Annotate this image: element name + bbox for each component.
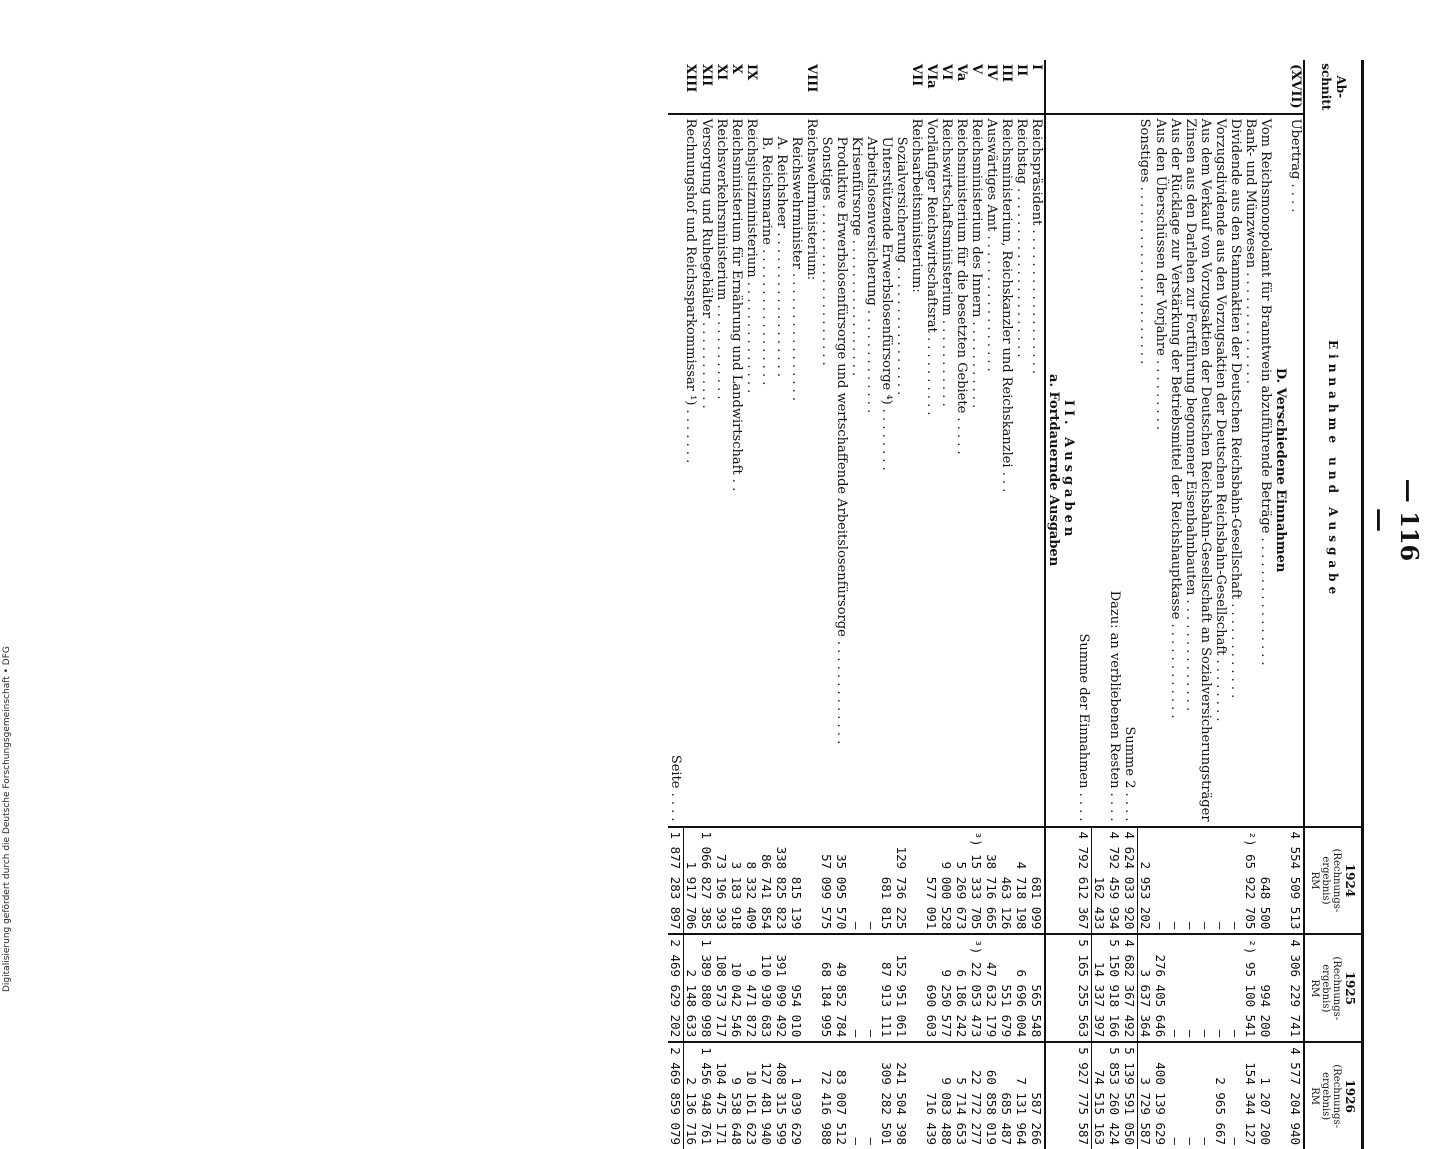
table-row <box>1153 60 1168 1149</box>
section-cell <box>1076 60 1092 114</box>
value-1924-cell: ²) 65 922 705 <box>1243 827 1258 935</box>
value-1926-cell: 127 481 940 <box>759 1042 774 1149</box>
label-cell: B. Reichsmarine . . . . . . . . . . . . . . . . . <box>759 136 774 386</box>
value-1926-cell: 1 456 948 761 <box>699 1042 714 1149</box>
section-cell: VIa <box>924 60 939 114</box>
table-row <box>864 60 879 1149</box>
section-cell <box>1153 60 1168 114</box>
label-cell: Summe 2 . . . . <box>1122 726 1137 822</box>
label-cell: Reichswehrminister . . . . . . . . . . . . . . . . <box>789 136 804 402</box>
value-1924-cell: — <box>1183 827 1198 935</box>
label-cell: Rechnungshof und Reichssparkommissar ¹) . . . . . . . <box>683 118 699 464</box>
value-1925-cell: 690 603 <box>924 934 939 1042</box>
value-1924-cell: 4 792 612 367 <box>1076 827 1092 935</box>
label-cell: Reichswehrministerium: <box>804 118 819 281</box>
value-1926-cell: 74 515 163 <box>1092 1042 1108 1149</box>
label-cell: Vom Reichsmonopolamt für Branntwein abzuführende Beträge . . . . . . . . . . . . . . . . <box>1258 118 1273 666</box>
table-row <box>1107 60 1122 1149</box>
section-cell <box>759 60 774 114</box>
label-cell: Unterstützende Erwerbslosenfürsorge ⁴) . . . . . . . . <box>879 136 894 471</box>
table-body <box>668 60 1304 1149</box>
year-sub: (Rechnungs-ergebnis) <box>1320 848 1342 913</box>
value-1925-cell: 5 165 255 563 <box>1076 934 1092 1042</box>
value-1925-cell: 1 389 880 998 <box>699 934 714 1042</box>
value-1924-cell: 86 741 854 <box>759 827 774 935</box>
value-1925-cell: 954 010 <box>789 934 804 1042</box>
table-row <box>924 60 939 1149</box>
table-row <box>969 60 984 1149</box>
value-1926-cell: — <box>1198 1042 1213 1149</box>
table-row <box>1258 60 1273 1149</box>
label-cell <box>1092 114 1108 827</box>
value-1924-cell <box>804 827 819 935</box>
value-1924-cell: — <box>1153 827 1168 935</box>
value-1925-cell: — <box>1228 934 1243 1042</box>
table-row <box>729 60 744 1149</box>
table-row <box>1168 60 1183 1149</box>
section-cell: IV <box>984 60 999 114</box>
label-cell: Reichsministerium des Innern . . . . . . . . . . . <box>969 118 984 409</box>
section-cell: (XVII) <box>1288 60 1304 114</box>
value-1926-cell: 22 772 277 <box>969 1042 984 1149</box>
table-header-row <box>1304 60 1363 1149</box>
value-1926-cell: 1 207 200 <box>1258 1042 1273 1149</box>
table-row <box>668 60 684 1149</box>
value-1926-cell: — <box>1183 1042 1198 1149</box>
value-1926-cell: 685 487 <box>999 1042 1014 1149</box>
value-1926-cell: 5 927 775 587 <box>1076 1042 1092 1149</box>
value-1925-cell: — <box>1168 934 1183 1042</box>
value-1924-cell: 577 091 <box>924 827 939 935</box>
section-cell <box>1107 60 1122 114</box>
value-1925-cell <box>804 934 819 1042</box>
year-label: 1924 <box>1343 863 1357 898</box>
value-1924-cell: — <box>849 827 864 935</box>
value-1925-cell: 2 469 629 202 <box>668 934 684 1042</box>
value-1925-cell: — <box>1183 934 1198 1042</box>
section-cell <box>1243 60 1258 114</box>
value-1926-cell <box>804 1042 819 1149</box>
value-1925-cell: 152 951 061 <box>894 934 909 1042</box>
value-1926-cell: 2 469 859 079 <box>668 1042 684 1149</box>
value-1926-cell: 4 577 204 940 <box>1288 1042 1304 1149</box>
value-1926-cell: 83 007 512 <box>834 1042 849 1149</box>
section-cell <box>834 60 849 114</box>
table-row <box>1138 60 1154 1149</box>
label-cell: Aus dem Verkauf von Vorzugsaktien der Deutschen Reichsbahn-Gesellschaft an Sozialversicherungsträger <box>1198 118 1213 822</box>
header-section: Ab-schnitt <box>1304 60 1363 114</box>
value-1925-cell: ²) 95 100 541 <box>1243 934 1258 1042</box>
value-1926-cell: 1 039 629 <box>789 1042 804 1149</box>
value-1926-cell: 716 439 <box>924 1042 939 1149</box>
value-1924-cell <box>1045 827 1061 935</box>
value-1924-cell: 129 736 225 <box>894 827 909 935</box>
year-sub: (Rechnungs-ergebnis) <box>1320 956 1342 1021</box>
section-cell <box>1122 60 1138 114</box>
value-1926-cell: 241 504 398 <box>894 1042 909 1149</box>
label-cell: D. Verschiedene Einnahmen <box>1273 367 1288 573</box>
value-1925-cell <box>1273 934 1288 1042</box>
table-row <box>1228 60 1243 1149</box>
value-1924-cell: 815 139 <box>789 827 804 935</box>
table-row <box>1029 60 1045 1149</box>
table-row <box>789 60 804 1149</box>
table-row <box>819 60 834 1149</box>
label-cell: Sonstiges . . . . . . . . . . . . . . . . . . . . <box>819 136 834 366</box>
value-1925-cell: 551 679 <box>999 934 1014 1042</box>
value-1924-cell: 1 066 827 385 <box>699 827 714 935</box>
section-cell <box>864 60 879 114</box>
value-1924-cell: 648 500 <box>1258 827 1273 935</box>
value-1924-cell: 1 877 283 897 <box>668 827 684 935</box>
section-cell <box>1228 60 1243 114</box>
table-row <box>894 60 909 1149</box>
section-cell: VII <box>909 60 924 114</box>
value-1925-cell: 6 186 242 <box>954 934 969 1042</box>
value-1926-cell: 60 858 019 <box>984 1042 999 1149</box>
section-cell: IX <box>744 60 759 114</box>
value-1924-cell: 681 815 <box>879 827 894 935</box>
section-cell: I <box>1029 60 1045 114</box>
year-label: 1925 <box>1343 971 1357 1006</box>
value-1925-cell <box>909 934 924 1042</box>
value-1926-cell: 2 965 667 <box>1213 1042 1228 1149</box>
label-cell: Reichsjustizministerium . . . . . . . . . . . . . . <box>744 118 759 394</box>
value-1924-cell: 35 095 570 <box>834 827 849 935</box>
dfg-footer-text: Digitalisierung gefördert durch die Deutsche Forschungsgemeinschaft • DFG <box>2 646 12 992</box>
section-cell <box>849 60 864 114</box>
value-1925-cell: 10 042 546 <box>729 934 744 1042</box>
table-row <box>1122 60 1138 1149</box>
value-1924-cell: 57 099 575 <box>819 827 834 935</box>
value-1924-cell: 162 433 <box>1092 827 1108 935</box>
label-cell: a. Fortdauernde Ausgaben <box>1046 374 1061 567</box>
label-cell: Reichsministerium für Ernährung und Landwirtschaft . . <box>729 118 744 492</box>
label-cell: Vorzugsdividende aus den Vorzugsaktien der Deutschen Reichsbahn-Gesellschaft . . . . . . . . <box>1213 118 1228 722</box>
value-1924-cell: 338 825 823 <box>774 827 789 935</box>
section-cell: VI <box>939 60 954 114</box>
value-1926-cell: 72 416 988 <box>819 1042 834 1149</box>
value-1925-cell: 4 682 367 492 <box>1122 934 1138 1042</box>
table-row <box>699 60 714 1149</box>
label-cell: Reichsarbeitsministerium: <box>909 118 924 293</box>
section-cell: V <box>969 60 984 114</box>
value-1926-cell: — <box>1168 1042 1183 1149</box>
table-row <box>1213 60 1228 1149</box>
label-cell: Sozialversicherung . . . . . . . . . . . . . . . . <box>894 136 909 396</box>
value-1926-cell: — <box>864 1042 879 1149</box>
value-1924-cell: — <box>1228 827 1243 935</box>
section-cell <box>668 60 684 114</box>
value-1924-cell: 463 126 <box>999 827 1014 935</box>
label-cell: Aus den Überschüssen der Vorjahre . . . . . . . . . <box>1153 118 1168 431</box>
value-1926-cell: 400 139 629 <box>1153 1042 1168 1149</box>
label-cell: Bank- und Münzwesen . . . . . . . . . . . . . . <box>1243 118 1258 384</box>
year-unit: RM <box>1309 979 1320 998</box>
table-row <box>1183 60 1198 1149</box>
value-1924-cell: 1 917 706 <box>684 827 700 935</box>
value-1926-cell <box>909 1042 924 1149</box>
table-row <box>774 60 789 1149</box>
table-row <box>1092 60 1108 1149</box>
value-1924-cell: 3 183 918 <box>729 827 744 935</box>
section-cell <box>774 60 789 114</box>
value-1924-cell: 4 554 509 513 <box>1288 827 1304 935</box>
table-row <box>1061 60 1076 1149</box>
table-row <box>1288 60 1304 1149</box>
value-1924-cell: 38 716 665 <box>984 827 999 935</box>
year-sub: (Rechnungs-ergebnis) <box>1320 1064 1342 1128</box>
value-1925-cell: 47 632 179 <box>984 934 999 1042</box>
value-1926-cell: 3 729 587 <box>1138 1042 1154 1149</box>
label-cell: Aus der Rücklage zur Verstärkung der Betriebsmittel der Reichshauptkasse . . . . . . . . . . . . <box>1168 118 1183 719</box>
label-cell: A. Reichsheer . . . . . . . . . . . . . . . . . . <box>774 136 789 377</box>
table-row <box>1014 60 1029 1149</box>
table-row <box>879 60 894 1149</box>
table-row <box>804 60 819 1149</box>
value-1925-cell: 3 637 364 <box>1138 934 1154 1042</box>
table-row <box>1243 60 1258 1149</box>
value-1926-cell: 104 475 171 <box>714 1042 729 1149</box>
value-1924-cell: 4 792 459 934 <box>1107 827 1122 935</box>
year-label: 1926 <box>1343 1079 1357 1113</box>
section-cell <box>1045 60 1061 114</box>
value-1924-cell: 4 624 033 920 <box>1122 827 1138 935</box>
section-cell: III <box>999 60 1014 114</box>
budget-table <box>668 60 1364 1149</box>
section-cell <box>789 60 804 114</box>
value-1925-cell: 391 099 492 <box>774 934 789 1042</box>
value-1924-cell <box>1061 827 1076 935</box>
label-cell: Produktive Erwerbslosenfürsorge und wertschaffende Arbeitslosenfürsorge . . . . . . . . . . . . . <box>834 136 849 745</box>
label-cell: Vorläufiger Reichswirtschaftsrat . . . . . . . . . . <box>924 118 939 416</box>
section-cell <box>879 60 894 114</box>
table-row <box>939 60 954 1149</box>
value-1925-cell: 5 150 918 166 <box>1107 934 1122 1042</box>
label-cell: Sonstiges . . . . . . . . . . . . . . . . . . . . . . <box>1137 118 1153 365</box>
value-1925-cell: 9 471 872 <box>744 934 759 1042</box>
dfg-footer-note <box>2 646 14 1004</box>
table-row <box>909 60 924 1149</box>
value-1925-cell: 49 852 784 <box>834 934 849 1042</box>
value-1924-cell: 681 099 <box>1029 827 1045 935</box>
table-row <box>984 60 999 1149</box>
value-1924-cell: — <box>864 827 879 935</box>
table-row <box>849 60 864 1149</box>
section-cell <box>1138 60 1154 114</box>
table-row <box>1273 60 1288 1149</box>
section-cell <box>1183 60 1198 114</box>
value-1924-cell: ³) 15 333 705 <box>969 827 984 935</box>
value-1924-cell: 5 269 673 <box>954 827 969 935</box>
table-row <box>1076 60 1092 1149</box>
label-cell: Reichsministerium für die besetzten Gebiete . . . . . <box>954 118 969 455</box>
label-cell: Übertrag . . . . <box>1288 118 1303 213</box>
value-1926-cell <box>1273 1042 1288 1149</box>
section-cell: Va <box>954 60 969 114</box>
section-cell: VIII <box>804 60 819 114</box>
section-cell <box>1273 60 1288 114</box>
value-1925-cell: ³) 22 053 473 <box>969 934 984 1042</box>
value-1925-cell: 4 306 229 741 <box>1288 934 1304 1042</box>
section-cell: X <box>729 60 744 114</box>
section-cell <box>1061 60 1076 114</box>
value-1926-cell <box>1045 1042 1061 1149</box>
section-cell <box>819 60 834 114</box>
value-1924-cell: 8 332 409 <box>744 827 759 935</box>
value-1925-cell: — <box>1198 934 1213 1042</box>
header-year-1924 <box>1304 827 1363 935</box>
label-cell: Arbeitslosenversicherung . . . . . . . . . . . . . <box>864 136 879 414</box>
section-cell: XI <box>714 60 729 114</box>
section-cell <box>1258 60 1273 114</box>
value-1925-cell: — <box>849 934 864 1042</box>
table-row <box>1045 60 1061 1149</box>
header-year-1926 <box>1304 1042 1363 1149</box>
value-1924-cell: 4 718 198 <box>1014 827 1029 935</box>
table-row <box>999 60 1014 1149</box>
section-cell <box>894 60 909 114</box>
value-1924-cell: — <box>1213 827 1228 935</box>
value-1926-cell: 9 083 488 <box>939 1042 954 1149</box>
label-cell: Reichsministerium, Reichskanzler und Reichskanzlei . . . <box>999 118 1014 493</box>
value-1926-cell: — <box>849 1042 864 1149</box>
label-cell: Versorgung und Ruhegehälter . . . . . . . . . . . <box>699 118 714 409</box>
value-1924-cell <box>1273 827 1288 935</box>
value-1925-cell <box>1045 934 1061 1042</box>
value-1924-cell: — <box>1198 827 1213 935</box>
value-1926-cell: 154 344 127 <box>1243 1042 1258 1149</box>
value-1925-cell: 14 337 397 <box>1092 934 1108 1042</box>
value-1926-cell: 9 538 648 <box>729 1042 744 1149</box>
label-cell: Dazu: an verbliebenen Resten . . . . <box>1107 590 1122 822</box>
value-1925-cell: — <box>1213 934 1228 1042</box>
label-cell: Zinsen aus den Darlehen zur Fortführung begonnener Eisenbahnbauten . . . . . . . . . . . . . . <box>1183 118 1198 712</box>
label-cell: Krisenfürsorge . . . . . . . . . . . . . . . . . <box>849 136 864 377</box>
label-cell: Reichstag . . . . . . . . . . . . . . . . . . . . . <box>1014 118 1029 358</box>
value-1926-cell: 408 315 599 <box>774 1042 789 1149</box>
value-1926-cell: — <box>1228 1042 1243 1149</box>
label-cell: Dividende aus den Stammaktien der Deutschen Reichsbahn-Gesellschaft . . . . . . . . . . . . <box>1228 118 1243 699</box>
section-cell: XIII <box>684 60 700 114</box>
value-1925-cell: 994 200 <box>1258 934 1273 1042</box>
value-1924-cell: 9 000 528 <box>939 827 954 935</box>
label-cell: Reichspräsident . . . . . . . . . . . . . . . . . . <box>1029 114 1045 827</box>
label-cell: Auswärtiges Amt . . . . . . . . . . . . . . . . . <box>984 118 999 372</box>
value-1924-cell: — <box>1168 827 1183 935</box>
value-1925-cell: 68 184 995 <box>819 934 834 1042</box>
value-1926-cell: 2 136 716 <box>684 1042 700 1149</box>
section-cell <box>1092 60 1108 114</box>
value-1925-cell <box>1061 934 1076 1042</box>
value-1925-cell: 565 548 <box>1029 934 1045 1042</box>
value-1926-cell: 5 139 591 050 <box>1122 1042 1138 1149</box>
value-1926-cell: 5 714 653 <box>954 1042 969 1149</box>
header-label: Einnahme und Ausgabe <box>1304 114 1363 827</box>
value-1924-cell: 73 196 393 <box>714 827 729 935</box>
label-cell: Reichswirtschaftsministerium . . . . . . . . . . . <box>939 118 954 407</box>
value-1925-cell: — <box>864 934 879 1042</box>
value-1925-cell: 110 930 683 <box>759 934 774 1042</box>
year-unit: RM <box>1309 1087 1320 1106</box>
value-1925-cell: 276 405 646 <box>1153 934 1168 1042</box>
value-1926-cell: 7 131 964 <box>1014 1042 1029 1149</box>
label-cell: II. Ausgaben <box>1061 399 1076 541</box>
label-cell: Seite . . . . <box>668 754 683 822</box>
value-1925-cell: 9 250 577 <box>939 934 954 1042</box>
value-1925-cell: 2 148 633 <box>684 934 700 1042</box>
table-row <box>684 60 700 1149</box>
value-1926-cell: 587 266 <box>1029 1042 1045 1149</box>
value-1925-cell: 108 573 717 <box>714 934 729 1042</box>
section-cell <box>1198 60 1213 114</box>
table-row <box>759 60 774 1149</box>
label-cell: Summe der Einnahmen . . . . <box>1076 633 1091 822</box>
value-1924-cell: 2 953 202 <box>1138 827 1154 935</box>
value-1924-cell <box>909 827 924 935</box>
table-row <box>954 60 969 1149</box>
value-1926-cell <box>1061 1042 1076 1149</box>
table-row <box>744 60 759 1149</box>
value-1925-cell: 6 696 004 <box>1014 934 1029 1042</box>
section-cell: XII <box>699 60 714 114</box>
section-cell <box>1213 60 1228 114</box>
page-number: — 116 — <box>1366 478 1424 562</box>
label-cell: Reichsverkehrsministerium . . . . . . . . . . . . <box>714 118 729 400</box>
table-row <box>1198 60 1213 1149</box>
table-row <box>714 60 729 1149</box>
value-1925-cell: 87 913 111 <box>879 934 894 1042</box>
value-1926-cell: 10 161 623 <box>744 1042 759 1149</box>
section-cell <box>1168 60 1183 114</box>
table-row <box>834 60 849 1149</box>
year-unit: RM <box>1309 871 1320 890</box>
header-year-1925 <box>1304 934 1363 1042</box>
value-1926-cell: 5 853 260 424 <box>1107 1042 1122 1149</box>
section-cell: II <box>1014 60 1029 114</box>
value-1926-cell: 309 282 501 <box>879 1042 894 1149</box>
